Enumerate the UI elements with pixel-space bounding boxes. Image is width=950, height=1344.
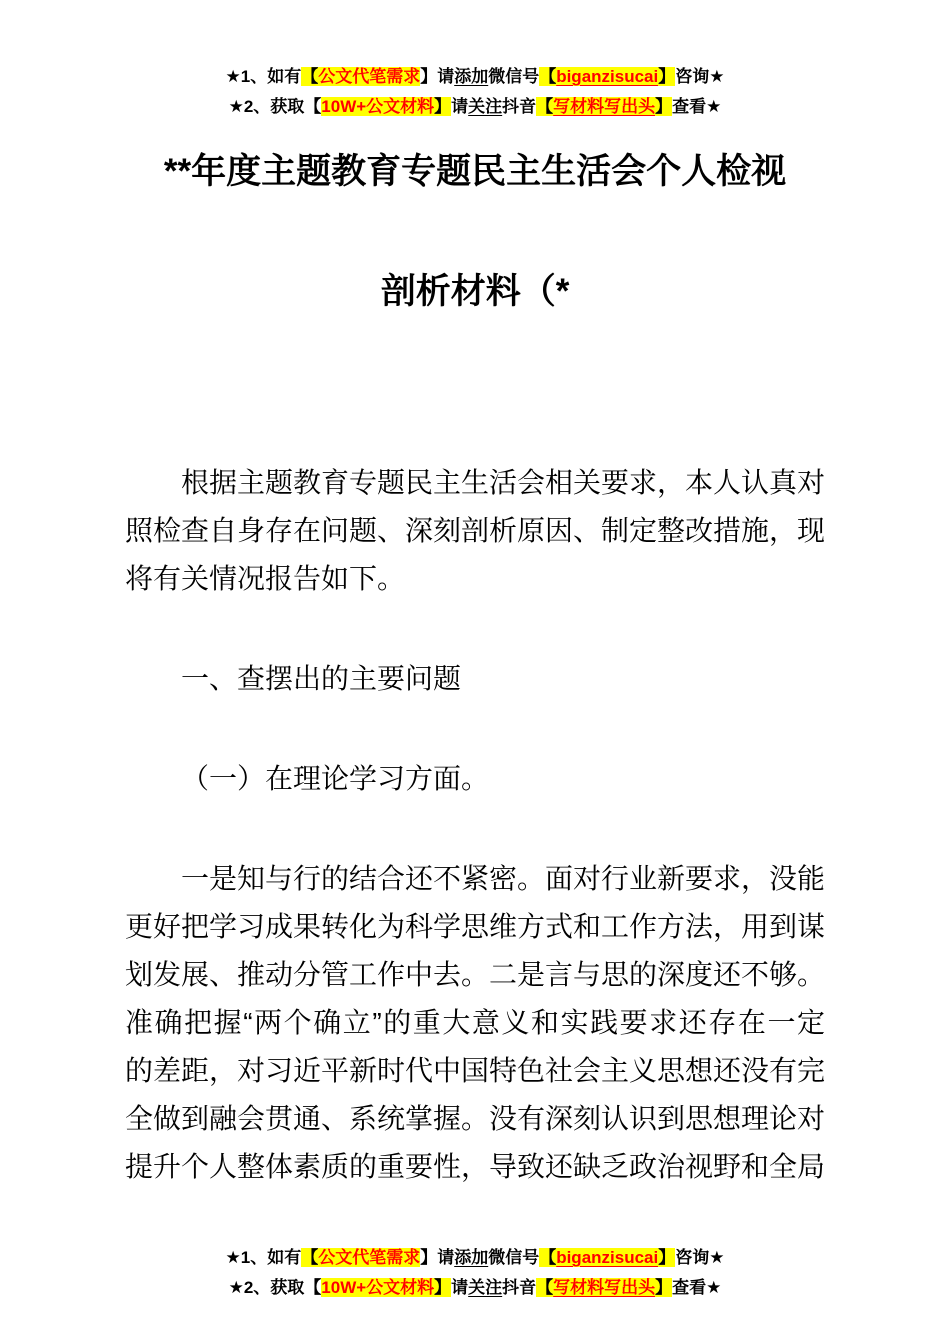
document-title-line-2: 剖析材料（* [380, 272, 570, 311]
bracket-close-icon: 】 [658, 67, 676, 86]
promo-channel-label: 抖音 [502, 97, 537, 116]
body-line: 将有关情况报告如下。 [125, 563, 406, 594]
bracket-close-icon: 】 [655, 1278, 673, 1297]
promo-footer [0, 1243, 950, 1303]
promo-prefix: ★1、如有 [225, 67, 302, 86]
promo-channel-label: 微信号 [488, 67, 540, 86]
promo-action-word: 关注 [468, 1278, 503, 1297]
douyin-account-id: 写材料写出头 [553, 1278, 656, 1297]
promo-suffix: 查看★ [672, 97, 722, 116]
body-line: 根据主题教育专题民主生活会相关要求，本人认真对 [181, 467, 826, 498]
bracket-open-icon: 【 [304, 97, 322, 116]
bracket-open-icon: 【 [301, 67, 319, 86]
wechat-account-id: biganzisucai [556, 67, 659, 86]
promo-service-phrase: 10W+公文材料 [321, 97, 435, 116]
promo-service-phrase: 10W+公文材料 [321, 1278, 435, 1297]
bracket-open-icon: 【 [539, 1248, 557, 1267]
bracket-close-icon: 】 [420, 67, 438, 86]
promo-suffix: 查看★ [672, 1278, 722, 1297]
wechat-account-id: biganzisucai [556, 1248, 659, 1267]
bracket-open-icon: 【 [301, 1248, 319, 1267]
promo-prefix: ★2、获取 [228, 1278, 305, 1297]
paragraph-intro [125, 459, 825, 603]
promo-channel-label: 抖音 [502, 1278, 537, 1297]
promo-channel-label: 微信号 [488, 1248, 540, 1267]
document-body [125, 352, 825, 1191]
douyin-account-id: 写材料写出头 [553, 97, 656, 116]
document-title [0, 112, 950, 352]
promo-action-word: 添加 [454, 1248, 489, 1267]
body-line: 一是知与行的结合还不紧密。面对行业新要求，没能 [181, 863, 826, 894]
promo-prefix: ★1、如有 [225, 1248, 302, 1267]
promo-prefix: ★2、获取 [228, 97, 305, 116]
paragraph-problems [125, 855, 825, 1191]
promo-action-word: 添加 [454, 67, 489, 86]
bracket-close-icon: 】 [420, 1248, 438, 1267]
promo-header-line-1 [0, 62, 950, 92]
body-line: 更好把学习成果转化为科学思维方式和工作方法，用到谋 [125, 911, 826, 942]
bracket-open-icon: 【 [536, 1278, 554, 1297]
bracket-open-icon: 【 [539, 67, 557, 86]
bracket-open-icon: 【 [536, 97, 554, 116]
promo-service-phrase: 公文代笔需求 [318, 67, 421, 86]
promo-footer-line-2 [0, 1273, 950, 1303]
body-line: 准确把握“两个确立”的重大意义和实践要求还存在一定 [125, 1007, 825, 1038]
section-heading-1: 一、查摆出的主要问题 [181, 663, 462, 694]
body-line: 照检查自身存在问题、深刻剖析原因、制定整改措施，现 [125, 515, 826, 546]
promo-action-word: 关注 [468, 97, 503, 116]
bracket-close-icon: 】 [655, 97, 673, 116]
promo-suffix: 咨询★ [675, 1248, 725, 1267]
bracket-open-icon: 【 [304, 1278, 322, 1297]
document-title-line-1: **年度主题教育专题民主生活会个人检视 [163, 152, 787, 191]
bracket-close-icon: 】 [434, 1278, 452, 1297]
promo-mid: 请 [451, 1278, 469, 1297]
subsection-heading-1: （一）在理论学习方面。 [181, 763, 490, 794]
body-line: 全做到融会贯通、系统掌握。没有深刻认识到思想理论对 [125, 1103, 826, 1134]
promo-mid: 请 [437, 1248, 455, 1267]
promo-suffix: 咨询★ [675, 67, 725, 86]
promo-footer-line-1 [0, 1243, 950, 1273]
promo-mid: 请 [437, 67, 455, 86]
body-line: 划发展、推动分管工作中去。二是言与思的深度还不够。 [125, 959, 826, 990]
promo-mid: 请 [451, 97, 469, 116]
bracket-close-icon: 】 [434, 97, 452, 116]
promo-header [0, 0, 950, 122]
bracket-close-icon: 】 [658, 1248, 676, 1267]
body-line: 的差距，对习近平新时代中国特色社会主义思想还没有完 [125, 1055, 826, 1086]
body-line: 提升个人整体素质的重要性，导致还缺乏政治视野和全局 [125, 1151, 826, 1182]
promo-service-phrase: 公文代笔需求 [318, 1248, 421, 1267]
